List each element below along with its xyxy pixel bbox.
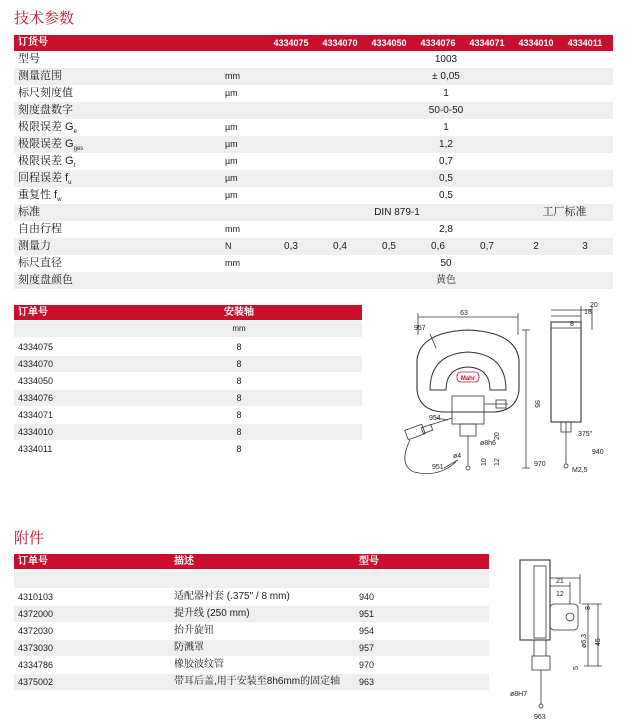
- accessories-section-title: 附件: [14, 530, 45, 547]
- drawing-label: 12: [494, 458, 501, 466]
- drawing-label: 940: [592, 449, 604, 456]
- drawing-label: 21: [556, 578, 564, 585]
- back-cover-technical-drawing: [498, 556, 618, 724]
- spec-unit: mm: [225, 224, 240, 234]
- drawing-label: 963: [534, 714, 546, 721]
- acc-desc: 橡胶波纹管: [174, 659, 224, 670]
- spec-value: 0,5: [439, 190, 453, 201]
- spec-row-range: [14, 68, 613, 85]
- spec-label-text: 重复性 f: [18, 189, 58, 201]
- mount-shaft: 8: [236, 376, 242, 386]
- spec-unit: µm: [225, 190, 238, 200]
- acc-order: 4334786: [18, 660, 54, 670]
- drawing-label: M2,5: [572, 467, 588, 474]
- spec-row-hysteresis: [14, 170, 613, 187]
- spec-row-dial-numbers: [14, 102, 613, 119]
- drawing-label: 951: [432, 464, 444, 471]
- mount-order: 4334075: [18, 342, 54, 352]
- mount-order: 4334071: [18, 410, 54, 420]
- spec-row-standard: [14, 204, 613, 221]
- drawing-label: 45: [595, 638, 602, 646]
- mount-row: [14, 407, 362, 423]
- drawing-label: 95: [533, 400, 540, 408]
- mount-order: 4334010: [18, 427, 54, 437]
- spec-value: 1: [443, 88, 449, 99]
- spec-label: [18, 136, 83, 153]
- spec-value: 1: [443, 122, 449, 133]
- acc-col-model: 型号: [359, 556, 379, 567]
- spec-label-text: 极限误差 G: [18, 121, 74, 133]
- mount-unit: mm: [232, 324, 246, 333]
- mount-col-shaft: 安装轴: [224, 307, 254, 318]
- spec-unit: µm: [225, 173, 238, 183]
- spec-unit: mm: [225, 71, 240, 81]
- acc-model: 957: [359, 643, 375, 653]
- comparator-technical-drawing: [390, 300, 622, 486]
- tech-section-title: 技术参数: [14, 10, 75, 27]
- spec-row-error-ge: [14, 119, 613, 136]
- mount-order: 4334011: [18, 444, 53, 454]
- acc-row: [14, 623, 489, 639]
- spec-value-factory: 工厂标准: [542, 206, 587, 218]
- acc-order: 4372030: [18, 626, 54, 636]
- spec-label-sub: w: [57, 197, 62, 204]
- drawing-label: 5: [573, 666, 580, 670]
- spec-label: [18, 170, 71, 187]
- spec-value: 2,8: [439, 224, 453, 235]
- spec-label-sub: ges: [73, 146, 84, 153]
- acc-order: 4375002: [18, 677, 54, 687]
- spec-label-sub: u: [68, 180, 72, 187]
- mount-order: 4334050: [18, 376, 54, 386]
- drawing-label: ø6,3: [581, 633, 588, 648]
- spec-row-dial-color: [14, 272, 613, 289]
- acc-blank-row: [14, 571, 489, 588]
- spec-force-value: 0,3: [284, 241, 298, 252]
- mount-unit-row: [14, 321, 362, 337]
- spec-unit: µm: [225, 88, 238, 98]
- acc-desc: 带耳后盖,用于安装至8h6mm的固定轴: [174, 676, 341, 687]
- spec-value: 1,2: [439, 139, 453, 150]
- spec-force-value: 3: [582, 241, 588, 252]
- mount-shaft: 8: [236, 410, 242, 420]
- drawing-label: 18: [584, 309, 592, 316]
- spec-unit: µm: [225, 122, 238, 132]
- acc-col-desc: 描述: [174, 556, 194, 567]
- drawing-label: .375": [576, 431, 593, 438]
- drawing-label: 63: [460, 310, 468, 317]
- spec-unit: mm: [225, 258, 240, 268]
- spec-force-value: 0,7: [480, 241, 494, 252]
- spec-label: [18, 153, 75, 170]
- mount-order: 4334070: [18, 359, 54, 369]
- mount-row: [14, 356, 362, 372]
- mount-table-header: [14, 305, 362, 320]
- spec-label: 测量力: [18, 240, 51, 252]
- spec-unit: µm: [225, 156, 238, 166]
- acc-model: 954: [359, 626, 375, 636]
- drawing-label: 954: [429, 415, 441, 422]
- spec-label: 测量范围: [18, 70, 62, 82]
- tech-header-label: 订货号: [18, 37, 48, 48]
- mount-row: [14, 339, 362, 355]
- spec-label-sub: t: [73, 163, 76, 170]
- acc-row: [14, 606, 489, 622]
- spec-value: 0,5: [439, 173, 453, 184]
- order-number-col: 4334075: [273, 38, 309, 48]
- spec-row-free-travel: [14, 221, 613, 238]
- mount-col-order: 订单号: [18, 307, 48, 318]
- mount-shaft: 8: [236, 342, 242, 352]
- spec-label: 标尺刻度值: [18, 87, 73, 99]
- mount-shaft: 8: [236, 393, 242, 403]
- spec-row-model: [14, 51, 613, 68]
- drawing-label: 20: [494, 432, 501, 440]
- drawing-label: ø8h6: [480, 440, 496, 447]
- mount-order: 4334076: [18, 393, 54, 403]
- spec-label-text: 极限误差 G: [18, 155, 74, 167]
- spec-unit: µm: [225, 139, 238, 149]
- accessories-table-header: [14, 554, 489, 569]
- drawing-label: 12: [556, 591, 564, 598]
- order-number-col: 4334050: [371, 38, 407, 48]
- drawing-label: 8: [585, 606, 592, 610]
- mount-row: [14, 424, 362, 440]
- drawing-label: 10: [481, 458, 488, 466]
- spec-force-value: 0,6: [431, 241, 445, 252]
- mount-row: [14, 441, 362, 457]
- drawing-label: 20: [590, 302, 598, 309]
- drawing-label: ø4: [453, 453, 462, 460]
- mount-row: [14, 390, 362, 406]
- spec-row-dial-diameter: [14, 255, 613, 272]
- acc-order: 4373030: [18, 643, 54, 653]
- spec-force-value: 0,5: [382, 241, 396, 252]
- drawing-label: 970: [534, 461, 546, 468]
- drawing-label: 957: [414, 325, 426, 332]
- acc-desc: 提升线 (250 mm): [174, 608, 250, 619]
- drawing-label: ø8H7: [510, 691, 528, 698]
- spec-label: 标尺直径: [18, 257, 62, 269]
- acc-desc: 抬升旋钮: [174, 625, 214, 636]
- spec-value-din: DIN 879-1: [374, 207, 420, 218]
- acc-model: 970: [359, 660, 375, 670]
- spec-value: ± 0,05: [432, 71, 460, 82]
- acc-row: [14, 657, 489, 673]
- drawing-label: Mahr: [460, 376, 476, 382]
- order-number-col: 4334010: [518, 38, 554, 48]
- spec-label: 自由行程: [18, 223, 62, 235]
- spec-row-error-gges: [14, 136, 613, 153]
- spec-label: 刻度盘数字: [18, 104, 73, 116]
- acc-model: 951: [359, 609, 375, 619]
- acc-desc: 防溅罩: [174, 642, 204, 653]
- acc-model: 963: [359, 677, 375, 687]
- acc-col-order: 订单号: [18, 556, 48, 567]
- mount-shaft: 8: [236, 444, 242, 454]
- spec-label: 刻度盘颜色: [18, 274, 73, 286]
- spec-row-error-gt: [14, 153, 613, 170]
- spec-value: 黄色: [436, 275, 456, 286]
- mount-shaft: 8: [236, 427, 242, 437]
- acc-desc: 适配器衬套 (.375" / 8 mm): [174, 591, 290, 602]
- spec-label-text: 回程误差 f: [18, 172, 69, 184]
- order-number-col: 4334071: [469, 38, 505, 48]
- spec-label-text: 极限误差 G: [18, 138, 74, 150]
- spec-label: 型号: [18, 53, 40, 65]
- acc-row: [14, 589, 489, 605]
- spec-value: 1003: [434, 54, 458, 65]
- spec-value: 50-0-50: [428, 105, 464, 116]
- acc-row: [14, 640, 489, 656]
- tech-table-header: [14, 35, 613, 51]
- drawing-label: 8: [570, 321, 574, 328]
- mount-shaft: 8: [236, 359, 242, 369]
- spec-row-repeatability: [14, 187, 613, 204]
- order-number-col: 4334070: [322, 38, 358, 48]
- spec-unit: N: [225, 241, 232, 251]
- mount-row: [14, 373, 362, 389]
- spec-row-scale: [14, 85, 613, 102]
- acc-row: [14, 674, 489, 690]
- order-number-col: 4334011: [567, 38, 603, 48]
- spec-value: 0,7: [439, 156, 453, 167]
- acc-order: 4310103: [18, 592, 54, 602]
- spec-label: 标准: [18, 206, 40, 218]
- order-number-col: 4334076: [420, 38, 456, 48]
- spec-label-sub: e: [73, 129, 77, 136]
- acc-order: 4372000: [18, 609, 54, 619]
- spec-value: 50: [440, 258, 452, 269]
- spec-force-value: 2: [533, 241, 539, 252]
- acc-model: 940: [359, 592, 375, 602]
- spec-label: [18, 187, 61, 204]
- spec-force-value: 0,4: [333, 241, 347, 252]
- spec-label: [18, 119, 77, 136]
- spec-row-force: [14, 238, 613, 255]
